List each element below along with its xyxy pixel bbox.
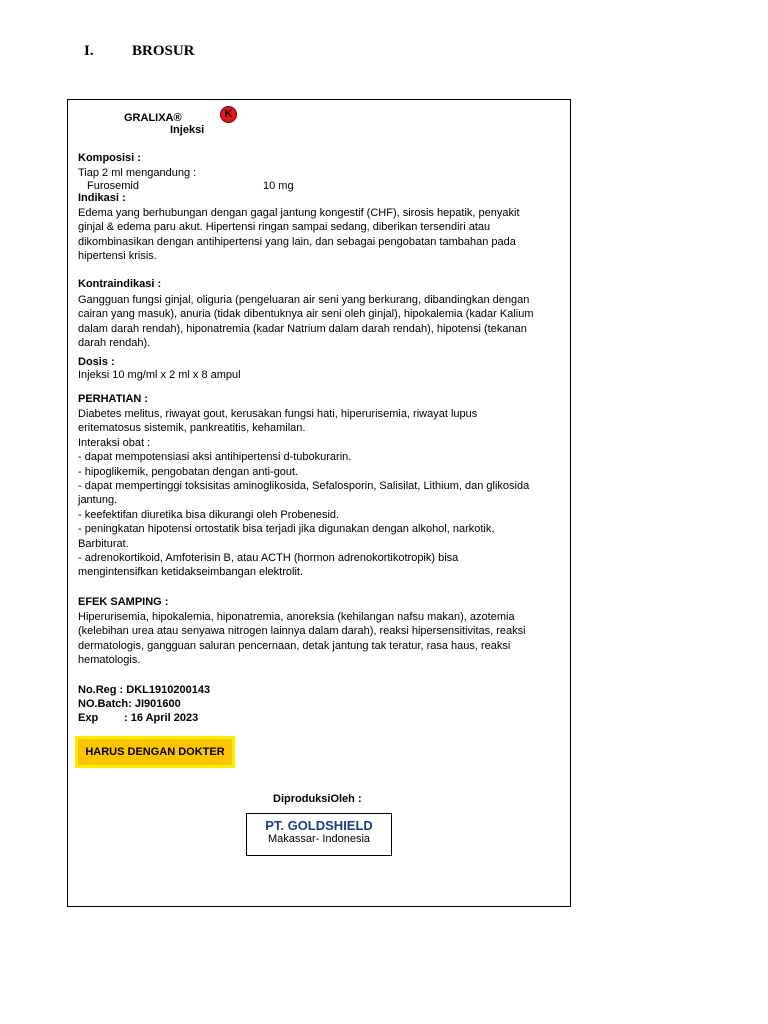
indikasi-title: Indikasi : bbox=[78, 192, 126, 204]
kontraindikasi-text bbox=[78, 293, 562, 351]
perhatian-line: eritematosus sistemik, pankreatitis, kehamilan. bbox=[78, 422, 306, 435]
indikasi-line: hipertensi krisis. bbox=[78, 250, 157, 263]
producer-name: PT. GOLDSHIELD bbox=[265, 818, 373, 833]
perhatian-line: Interaksi obat : bbox=[78, 436, 151, 449]
efek-samping-line: hematologis. bbox=[78, 654, 141, 667]
prescription-warning-badge: HARUS DENGAN DOKTER bbox=[75, 736, 235, 768]
perhatian-line: - peningkatan hipotensi ortostatik bisa terjadi jika digunakan dengan alkohol, narkotik, bbox=[78, 523, 495, 536]
brochure-box bbox=[67, 99, 571, 907]
page-heading bbox=[84, 43, 195, 60]
perhatian-line: - dapat mempotensiasi aksi antihipertensi d-tubokurarin. bbox=[78, 451, 352, 464]
perhatian-line: mengintensifkan ketidakseimbangan elektrolit. bbox=[78, 566, 304, 579]
brand-name: GRALIXA® bbox=[124, 112, 182, 124]
registration-number: No.Reg : DKL1910200143 bbox=[78, 684, 211, 696]
kontraindikasi-line: dalam darah rendah), hiponatremia (kadar Natrium dalam darah rendah), hipotensi (tekanan bbox=[78, 322, 527, 335]
expiry-date: : 16 April 2023 bbox=[124, 712, 199, 724]
perhatian-line: Barbiturat. bbox=[78, 537, 129, 550]
perhatian-title: PERHATIAN : bbox=[78, 393, 149, 405]
komposisi-title: Komposisi : bbox=[78, 152, 141, 164]
dosage-form: Injeksi bbox=[170, 124, 205, 136]
efek-samping-title: EFEK SAMPING : bbox=[78, 596, 169, 608]
kontraindikasi-title: Kontraindikasi : bbox=[78, 278, 162, 290]
perhatian-line: - hipoglikemik, pengobatan dengan anti-gout. bbox=[78, 465, 299, 478]
heading-title: BROSUR bbox=[132, 43, 195, 59]
expiry-label: Exp bbox=[78, 712, 99, 724]
dosis-title: Dosis : bbox=[78, 356, 115, 368]
batch-number: NO.Batch: JI901600 bbox=[78, 698, 181, 710]
ingredient-name: Furosemid bbox=[87, 180, 139, 192]
perhatian-line: Diabetes melitus, riwayat gout, kerusakan fungsi hati, hiperurisemia, riwayat lupus bbox=[78, 408, 478, 420]
dosis-text: Injeksi 10 mg/ml x 2 ml x 8 ampul bbox=[78, 369, 241, 381]
kontraindikasi-line: darah rendah). bbox=[78, 337, 151, 350]
komposisi-line: Tiap 2 ml mengandung : bbox=[78, 167, 197, 179]
producer-location: Makassar- Indonesia bbox=[267, 833, 371, 845]
heading-number: I. bbox=[84, 43, 94, 59]
perhatian-line: - keefektifan diuretika bisa dikurangi oleh Probenesid. bbox=[78, 508, 340, 521]
kontraindikasi-line: cairan yang masuk), anuria (tidak dibentuknya air seni oleh ginjal), hipokalemia (kadar Kalium bbox=[78, 308, 534, 321]
indikasi-line: Edema yang berhubungan dengan gagal jantung kongestif (CHF), sirosis hepatik, penyakit bbox=[78, 207, 520, 219]
kontraindikasi-line: Gangguan fungsi ginjal, oliguria (pengeluaran air seni yang berkurang, dibandingkan dengan bbox=[78, 294, 530, 306]
perhatian-text bbox=[78, 407, 562, 580]
perhatian-line: - dapat mempertinggi toksisitas aminoglikosida, Sefalosporin, Salisilat, Lithium, dan glikosida bbox=[78, 480, 530, 493]
indikasi-line: ginjal & edema paru akut. Hipertensi ringan sampai sedang, diberikan tersendiri atau bbox=[78, 221, 491, 234]
efek-samping-line: Hiperurisemia, hipokalemia, hiponatremia, anoreksia (kehilangan nafsu makan), azotemia bbox=[78, 611, 515, 623]
indikasi-line: dikombinasikan dengan antihipertensi yang lain, dan sebagai pengobatan tambahan pada bbox=[78, 235, 516, 248]
efek-samping-text bbox=[78, 610, 562, 668]
perhatian-line: jantung. bbox=[78, 494, 118, 507]
indikasi-text bbox=[78, 206, 562, 264]
hard-drug-k-icon: K bbox=[220, 106, 237, 123]
ingredient-amount: 10 mg bbox=[263, 180, 294, 192]
perhatian-line: - adrenokortikoid, Amfoterisin B, atau ACTH (hormon adrenokortikotropik) bisa bbox=[78, 552, 459, 565]
efek-samping-line: (kelebihan urea atau senyawa nitrogen lainnya dalam darah), reaksi hipersensitivitas, reaksi bbox=[78, 625, 526, 638]
efek-samping-line: dermatologis, gangguan saluran pencernaan, detak jantung tak teratur, rasa haus, reaksi bbox=[78, 639, 511, 652]
producer-label: DiproduksiOleh : bbox=[273, 793, 362, 805]
producer-box bbox=[246, 813, 392, 856]
